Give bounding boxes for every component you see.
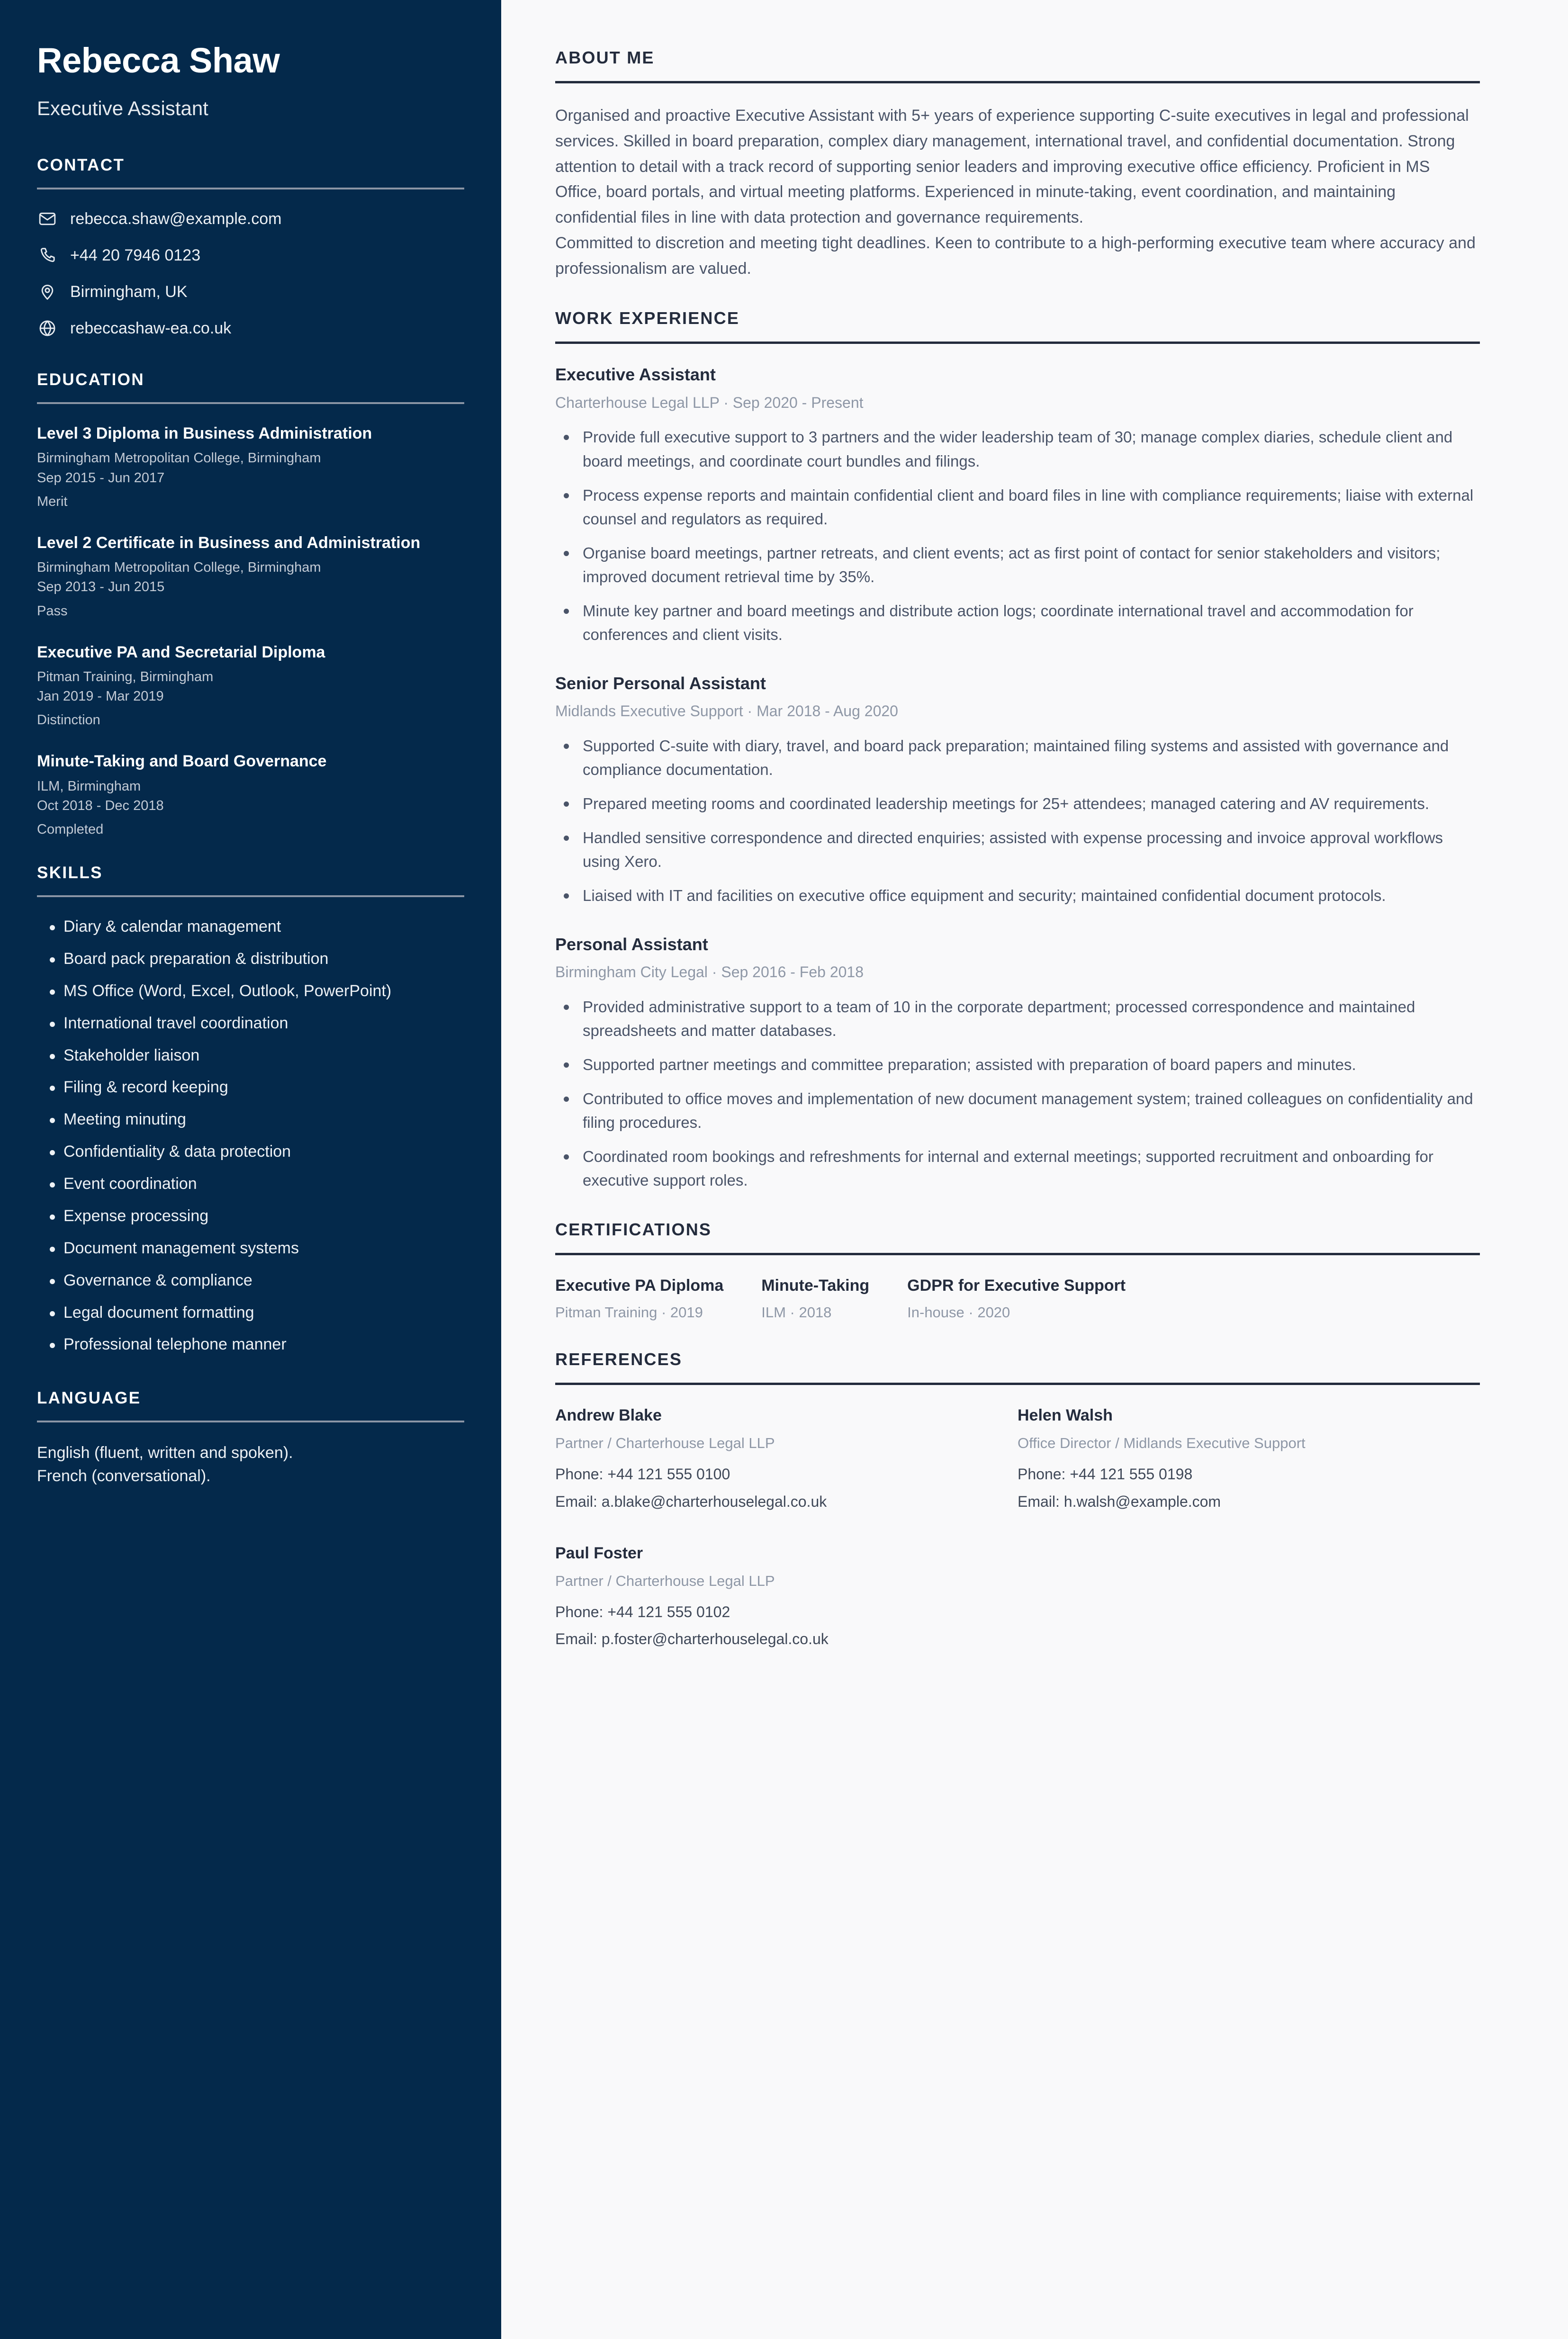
job-bullet: Contributed to office moves and implementation of new document management system; trained colleagues on confidentiality and filing procedures. bbox=[555, 1087, 1480, 1134]
education-grade: Distinction bbox=[37, 712, 100, 728]
reference-name: Andrew Blake bbox=[555, 1406, 662, 1425]
education-dates: Sep 2013 - Jun 2015 bbox=[37, 579, 165, 595]
globe-icon bbox=[37, 318, 58, 339]
work-experience-heading: WORK EXPERIENCE bbox=[555, 308, 740, 328]
skill-item: Diary & calendar management bbox=[37, 916, 464, 937]
contact-list bbox=[37, 208, 464, 339]
work-experience-section bbox=[555, 308, 1480, 1192]
job-meta: Charterhouse Legal LLP · Sep 2020 - Present bbox=[555, 394, 864, 412]
job-meta: Midlands Executive Support · Mar 2018 - Aug 2020 bbox=[555, 702, 898, 720]
reference-item bbox=[1018, 1405, 1480, 1518]
language-line: English (fluent, written and spoken). bbox=[37, 1444, 293, 1462]
candidate-role: Executive Assistant bbox=[37, 97, 208, 119]
education-degree: Executive PA and Secretarial Diploma bbox=[37, 643, 325, 661]
job-bullet: Provide full executive support to 3 partners and the wider leadership team of 30; manage complex diaries, schedule client and board meetings, and coordinate court bundles and filings. bbox=[555, 425, 1480, 473]
skills-section bbox=[37, 863, 464, 1355]
certifications-divider bbox=[555, 1253, 1480, 1255]
job-bullet: Organise board meetings, partner retreats, and client events; act as first point of contact for senior stakeholders and visitors; improved document retrieval time by 35%. bbox=[555, 541, 1480, 589]
certifications-heading: CERTIFICATIONS bbox=[555, 1219, 712, 1239]
job-title: Senior Personal Assistant bbox=[555, 673, 766, 693]
job-bullet-list bbox=[555, 425, 1480, 647]
contact-divider bbox=[37, 188, 464, 189]
certifications-list bbox=[555, 1275, 1480, 1322]
education-grade: Completed bbox=[37, 821, 104, 837]
candidate-name: Rebecca Shaw bbox=[37, 41, 280, 80]
job-title: Personal Assistant bbox=[555, 934, 708, 954]
certification-meta: Pitman Training · 2019 bbox=[555, 1304, 703, 1321]
education-dates: Sep 2015 - Jun 2017 bbox=[37, 470, 165, 486]
reference-phone: Phone: +44 121 555 0100 bbox=[555, 1466, 730, 1483]
skill-item: Stakeholder liaison bbox=[37, 1045, 464, 1066]
language-line: French (conversational). bbox=[37, 1466, 211, 1485]
reference-role: Partner / Charterhouse Legal LLP bbox=[555, 1573, 775, 1590]
education-item bbox=[37, 532, 464, 621]
job-bullet-list bbox=[555, 734, 1480, 908]
about-heading: ABOUT ME bbox=[555, 48, 655, 67]
skill-item: Confidentiality & data protection bbox=[37, 1141, 464, 1162]
skill-item: Event coordination bbox=[37, 1173, 464, 1195]
reference-phone: Phone: +44 121 555 0102 bbox=[555, 1603, 730, 1620]
skill-item: Filing & record keeping bbox=[37, 1077, 464, 1098]
certification-item bbox=[761, 1275, 869, 1322]
job-bullet-list bbox=[555, 995, 1480, 1193]
language-section bbox=[37, 1388, 464, 1487]
job-bullet: Prepared meeting rooms and coordinated leadership meetings for 25+ attendees; managed catering and AV requirements. bbox=[555, 792, 1480, 816]
contact-item-phone[interactable] bbox=[37, 245, 464, 266]
references-list bbox=[555, 1405, 1480, 1681]
work-experience-divider bbox=[555, 342, 1480, 344]
reference-email: Email: h.walsh@example.com bbox=[1018, 1493, 1221, 1510]
job-entry bbox=[555, 364, 1480, 647]
job-title: Executive Assistant bbox=[555, 365, 716, 385]
reference-role: Partner / Charterhouse Legal LLP bbox=[555, 1435, 775, 1452]
job-bullet: Liaised with IT and facilities on executive office equipment and security; maintained confidential document protocols. bbox=[555, 884, 1480, 908]
phone-icon bbox=[37, 245, 58, 266]
skill-item: Legal document formatting bbox=[37, 1302, 464, 1323]
about-paragraph: Committed to discretion and meeting tight deadlines. Keen to contribute to a high-performing executive team where accuracy and professionalism are valued. bbox=[555, 234, 1476, 278]
skill-item: International travel coordination bbox=[37, 1013, 464, 1034]
job-entry bbox=[555, 934, 1480, 1193]
reference-item bbox=[555, 1543, 1018, 1656]
skill-item: Board pack preparation & distribution bbox=[37, 948, 464, 970]
map-pin-icon bbox=[37, 281, 58, 302]
job-bullet: Supported partner meetings and committee preparation; assisted with preparation of board papers and minutes. bbox=[555, 1053, 1480, 1077]
education-school: ILM, Birmingham bbox=[37, 778, 141, 794]
certification-meta: ILM · 2018 bbox=[761, 1304, 832, 1321]
skill-item: Professional telephone manner bbox=[37, 1334, 464, 1355]
references-section bbox=[555, 1349, 1480, 1681]
education-section bbox=[37, 370, 464, 839]
certification-item bbox=[907, 1275, 1126, 1322]
skill-item: Document management systems bbox=[37, 1238, 464, 1259]
job-bullet: Minute key partner and board meetings and distribute action logs; coordinate international travel and accommodation for conferences and client visits. bbox=[555, 599, 1480, 647]
reference-name: Helen Walsh bbox=[1018, 1406, 1113, 1425]
education-item bbox=[37, 423, 464, 512]
education-grade: Merit bbox=[37, 494, 68, 509]
education-divider bbox=[37, 402, 464, 404]
job-bullet: Supported C-suite with diary, travel, and board pack preparation; maintained filing systems and assisted with governance and compliance documentation. bbox=[555, 734, 1480, 782]
education-school: Birmingham Metropolitan College, Birmingham bbox=[37, 450, 321, 466]
skill-item: Governance & compliance bbox=[37, 1270, 464, 1291]
contact-website-text: rebeccashaw-ea.co.uk bbox=[70, 319, 232, 338]
skills-list bbox=[37, 916, 464, 1355]
sidebar bbox=[0, 0, 501, 2339]
language-heading: LANGUAGE bbox=[37, 1389, 141, 1408]
education-school: Pitman Training, Birmingham bbox=[37, 669, 214, 684]
contact-location-text: Birmingham, UK bbox=[70, 283, 188, 301]
main-content bbox=[501, 0, 1568, 2339]
education-dates: Oct 2018 - Dec 2018 bbox=[37, 798, 164, 813]
education-grade: Pass bbox=[37, 603, 68, 619]
skills-heading: SKILLS bbox=[37, 864, 103, 882]
job-bullet: Coordinated room bookings and refreshments for internal and external meetings; supported recruitment and onboarding for executive support roles. bbox=[555, 1145, 1480, 1192]
skill-item: Meeting minuting bbox=[37, 1109, 464, 1130]
job-meta: Birmingham City Legal · Sep 2016 - Feb 2018 bbox=[555, 963, 864, 981]
education-degree: Level 3 Diploma in Business Administration bbox=[37, 424, 372, 443]
skill-item: MS Office (Word, Excel, Outlook, PowerPoint) bbox=[37, 981, 464, 1002]
contact-heading: CONTACT bbox=[37, 156, 125, 175]
references-heading: REFERENCES bbox=[555, 1349, 683, 1369]
reference-name: Paul Foster bbox=[555, 1544, 643, 1562]
language-divider bbox=[37, 1421, 464, 1422]
certification-item bbox=[555, 1275, 723, 1322]
certification-name: Executive PA Diploma bbox=[555, 1276, 724, 1295]
references-divider bbox=[555, 1383, 1480, 1385]
skills-divider bbox=[37, 895, 464, 897]
reference-email: Email: p.foster@charterhouselegal.co.uk bbox=[555, 1630, 829, 1648]
contact-section bbox=[37, 155, 464, 339]
certification-name: GDPR for Executive Support bbox=[907, 1276, 1126, 1295]
envelope-icon bbox=[37, 208, 58, 229]
contact-email-text: rebecca.shaw@example.com bbox=[70, 210, 282, 228]
about-divider bbox=[555, 81, 1480, 83]
reference-item bbox=[555, 1405, 1018, 1518]
contact-item-location[interactable] bbox=[37, 281, 464, 302]
certification-meta: In-house · 2020 bbox=[907, 1304, 1010, 1321]
reference-phone: Phone: +44 121 555 0198 bbox=[1018, 1466, 1193, 1483]
contact-item-website[interactable] bbox=[37, 318, 464, 339]
contact-phone-text: +44 20 7946 0123 bbox=[70, 246, 201, 265]
education-degree: Level 2 Certificate in Business and Administration bbox=[37, 534, 421, 552]
about-section bbox=[555, 47, 1480, 281]
job-bullet: Provided administrative support to a team of 10 in the corporate department; processed correspondence and maintained spreadsheets and matter databases. bbox=[555, 995, 1480, 1043]
education-school: Birmingham Metropolitan College, Birmingham bbox=[37, 560, 321, 576]
education-heading: EDUCATION bbox=[37, 370, 145, 389]
education-degree: Minute-Taking and Board Governance bbox=[37, 752, 327, 771]
education-dates: Jan 2019 - Mar 2019 bbox=[37, 689, 164, 704]
job-bullet: Handled sensitive correspondence and directed enquiries; assisted with expense processing and invoice approval workflows using Xero. bbox=[555, 826, 1480, 873]
reference-email: Email: a.blake@charterhouselegal.co.uk bbox=[555, 1493, 827, 1510]
about-paragraph: Organised and proactive Executive Assistant with 5+ years of experience supporting C-suite executives in legal and professional services. Skilled in board preparation, complex diary management, international travel, and confidential documentation. Strong attention to detail with a track record of supporting senior leaders and improving executive office efficiency. Proficient in MS Office, board portals, and virtual meeting platforms. Experienced in minute-taking, event coordination, and maintaining confidential files in line with data protection and governance requirements. bbox=[555, 107, 1469, 227]
certification-name: Minute-Taking bbox=[761, 1276, 870, 1295]
certifications-section bbox=[555, 1219, 1480, 1322]
education-item bbox=[37, 642, 464, 730]
education-item bbox=[37, 751, 464, 839]
job-entry bbox=[555, 673, 1480, 908]
skill-item: Expense processing bbox=[37, 1205, 464, 1227]
job-bullet: Process expense reports and maintain confidential client and board files in line with compliance requirements; liaise with external counsel and regulators as required. bbox=[555, 484, 1480, 531]
reference-role: Office Director / Midlands Executive Support bbox=[1018, 1435, 1306, 1452]
contact-item-email[interactable] bbox=[37, 208, 464, 229]
